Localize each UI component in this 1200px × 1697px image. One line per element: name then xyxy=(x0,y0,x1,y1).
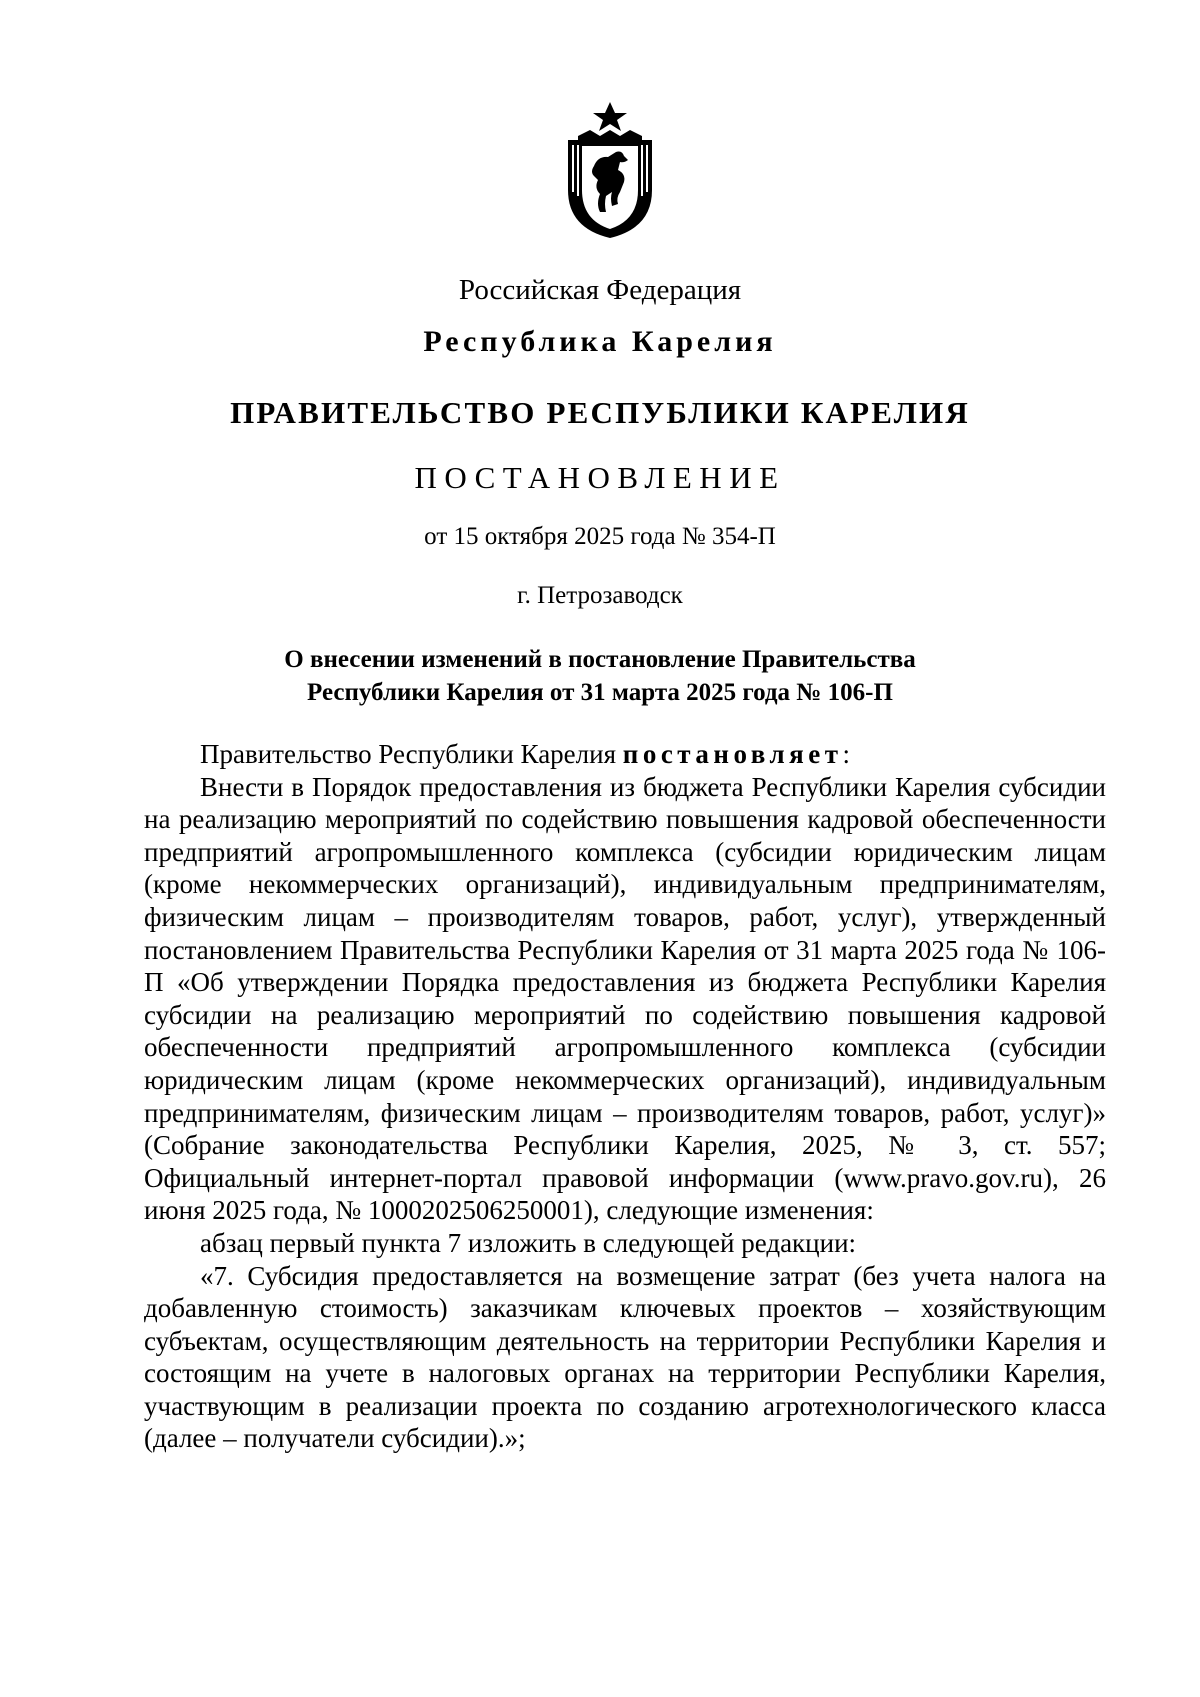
karelia-coat-of-arms-icon xyxy=(560,100,660,240)
document-type: ПОСТАНОВЛЕНИЕ xyxy=(414,460,786,495)
body-paragraph-3: «7. Субсидия предоставляется на возмещение затрат (без учета налога на добавленную стоимость) заказчикам ключевых проектов – хозяйствующим субъектам, осуществляющим деятельность на территории Республики Карелия и состоящим на учете в налоговых органах на территории Республики Карелия, участвующим в реализации проекта по созданию агротехнологического класса (далее – получатели субсидии).»; xyxy=(144,1260,1106,1454)
intro-prefix: Правительство Республики Карелия xyxy=(200,739,617,769)
document-body xyxy=(144,738,1106,1455)
intro-verb: постановляет xyxy=(622,739,843,769)
country-name: Российская Федерация xyxy=(458,274,742,306)
republic-name: Республика Карелия xyxy=(423,325,777,358)
document-title xyxy=(0,643,1200,709)
body-paragraph-2: абзац первый пункта 7 изложить в следующей редакции: xyxy=(200,1227,857,1258)
document-date-number: от 15 октября 2025 года № 354-П xyxy=(424,523,776,550)
document-title-line-2: Республики Карелия от 31 марта 2025 года № 106-П xyxy=(307,679,893,706)
document-city: г. Петрозаводск xyxy=(517,582,683,609)
document-title-line-1: О внесении изменений в постановление Правительства xyxy=(284,646,916,673)
intro-paragraph xyxy=(144,738,1106,771)
intro-suffix: : xyxy=(842,739,851,769)
body-paragraph-1: Внести в Порядок предоставления из бюджета Республики Карелия субсидии на реализацию мероприятий по содействию повышения кадровой обеспеченности предприятий агропромышленного комплекса (субсидии юридическим лицам (кроме некоммерческих организаций), индивидуальным предпринимателям, физическим лицам – производителям товаров, работ, услуг), утвержденный постановлением Правительства Республики Карелия от 31 марта 2025 года № 106-П «Об утверждении Порядка предоставления из бюджета Республики Карелия субсидии на реализацию мероприятий по содействию повышения кадровой обеспеченности предприятий агропромышленного комплекса (субсидии юридическим лицам (кроме некоммерческих организаций), индивидуальным предпринимателям, физическим лицам – производителям товаров, работ, услуг)» (Собрание законодательства Республики Карелия, 2025, № 3, ст. 557; Официальный интернет-портал правовой информации (www.pravo.gov.ru), 26 июня 2025 года, № 1000202506250001), следующие изменения: xyxy=(144,771,1106,1226)
government-name: ПРАВИТЕЛЬСТВО РЕСПУБЛИКИ КАРЕЛИЯ xyxy=(230,395,970,430)
